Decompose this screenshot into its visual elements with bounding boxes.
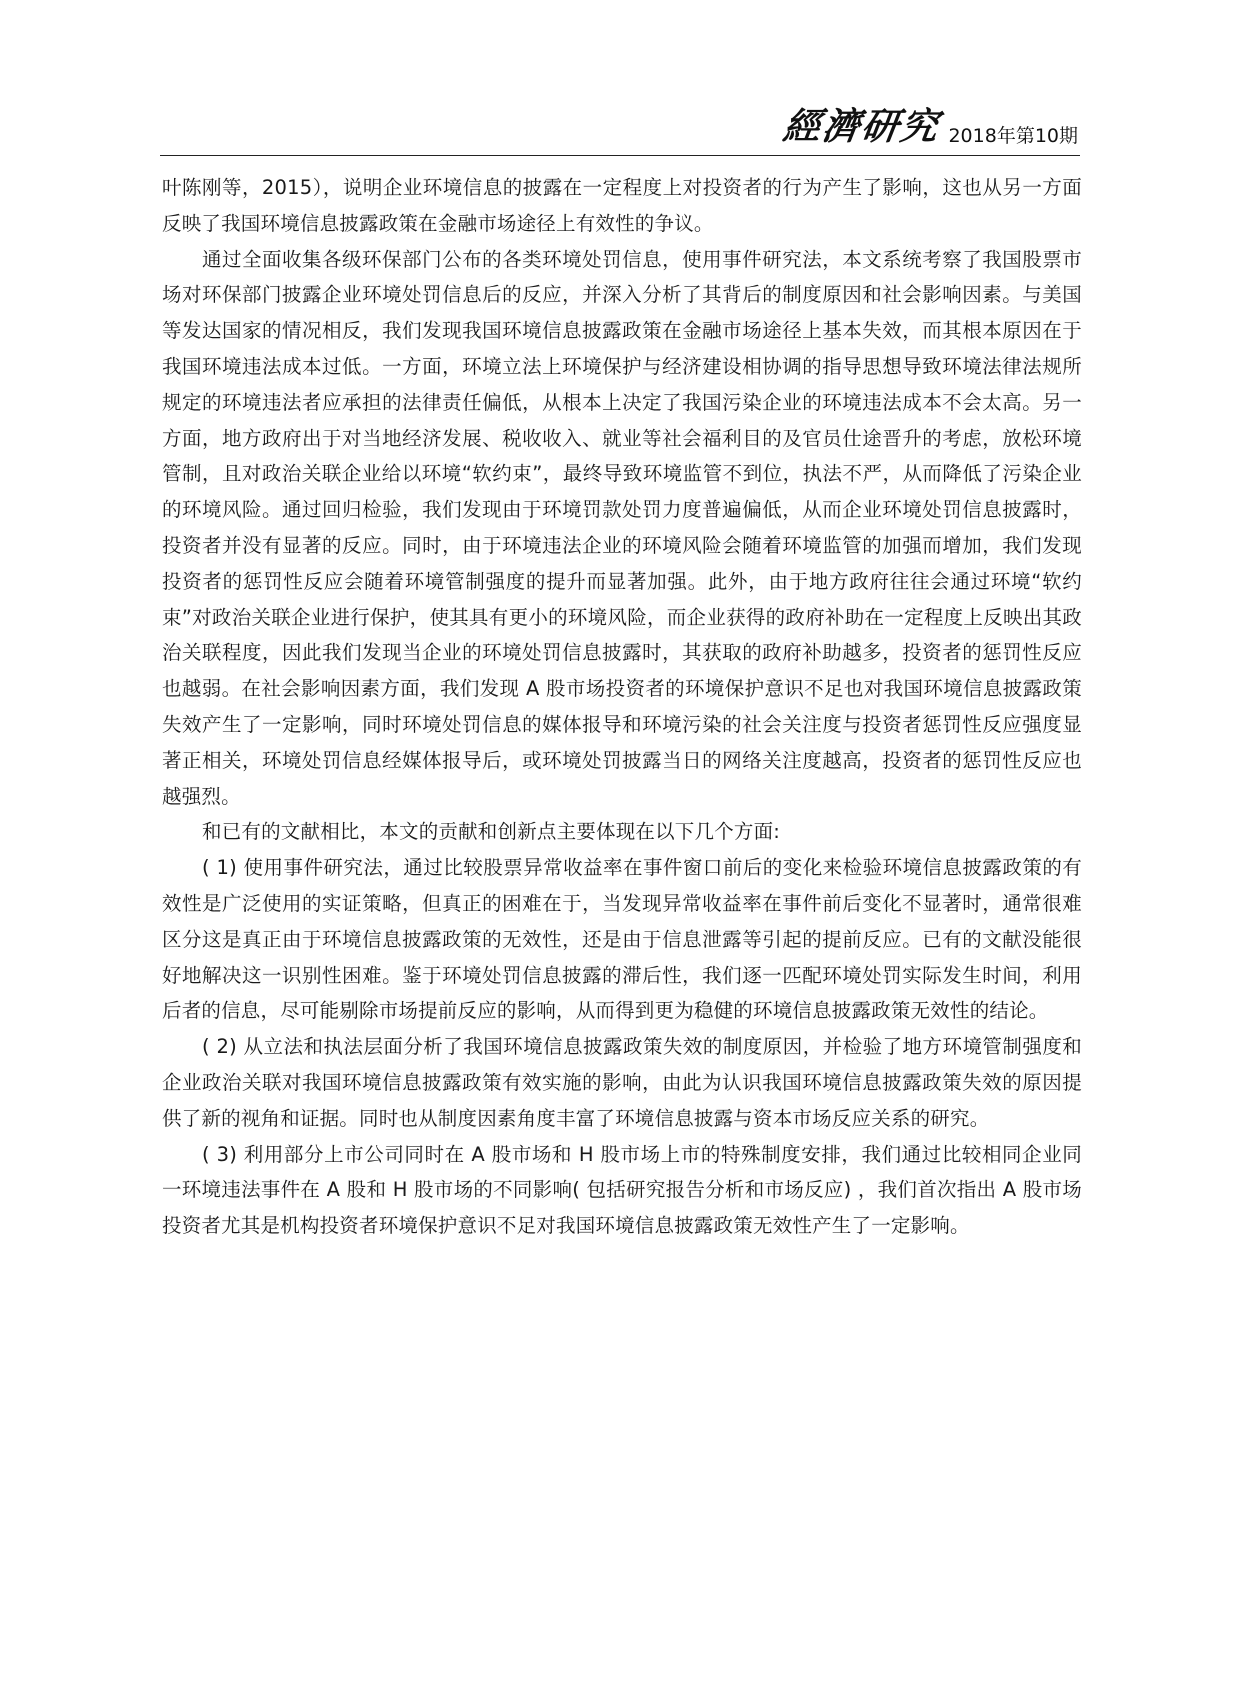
running-header — [160, 104, 1080, 154]
paragraph-contribution-3: ( 3) 利用部分上市公司同时在 A 股市场和 H 股市场上市的特殊制度安排，我们通过比较相同企业同一环境违法事件在 A 股和 H 股市场的不同影响( 包括研究报告分析和市场反应) ，我们首次指出 A 股市场投资者尤其是机构投资者环境保护意识不足对我国环境信息披露政策无效性产生了一定影响。 — [162, 1142, 1082, 1238]
paragraph-contribution-2: ( 2) 从立法和执法层面分析了我国环境信息披露政策失效的制度原因，并检验了地方环境管制强度和企业政治关联对我国环境信息披露政策有效实施的影响，由此为认识我国环境信息披露政策失效的原因提供了新的视角和证据。同时也从制度因素角度丰富了环境信息披露与资本市场反应关系的研究。 — [162, 1035, 1082, 1130]
paragraph-continuation: 叶陈刚等，2015），说明企业环境信息的披露在一定程度上对投资者的行为产生了影响，这也从另一方面反映了我国环境信息披露政策在金融市场途径上有效性的争议。 — [162, 176, 1082, 235]
issue-label: 2018年第10期 — [948, 125, 1078, 147]
paragraph-summary: 通过全面收集各级环保部门公布的各类环境处罚信息，使用事件研究法，本文系统考察了我国股票市场对环保部门披露企业环境处罚信息后的反应，并深入分析了其背后的制度原因和社会影响因素。与美国等发达国家的情况相反，我们发现我国环境信息披露政策在金融市场途径上基本失效，而其根本原因在于我国环境违法成本过低。一方面，环境立法上环境保护与经济建设相协调的指导思想导致环境法律法规所规定的环境违法者应承担的法律责任偏低，从根本上决定了我国污染企业的环境违法成本不会太高。另一方面，地方政府出于对当地经济发展、税收收入、就业等社会福利目的及官员仕途晋升的考虑，放松环境管制，且对政治关联企业给以环境“软约束”，最终导致环境监管不到位，执法不严，从而降低了污染企业的环境风险。通过回归检验，我们发现由于环境罚款处罚力度普遍偏低，从而企业环境处罚信息披露时，投资者并没有显著的反应。同时，由于环境违法企业的环境风险会随着环境监管的加强而增加，我们发现投资者的惩罚性反应会随着环境管制强度的提升而显著加强。此外，由于地方政府往往会通过环境“软约束”对政治关联企业进行保护，使其具有更小的环境风险，而企业获得的政府补助在一定程度上反映出其政治关联程度，因此我们发现当企业的环境处罚信息披露时，其获取的政府补助越多，投资者的惩罚性反应也越弱。在社会影响因素方面，我们发现 A 股市场投资者的环境保护意识不足也对我国环境信息披露政策失效产生了一定影响，同时环境处罚信息的媒体报导和环境污染的社会关注度与投资者惩罚性反应强度显著正相关，环境处罚信息经媒体报导后，或环境处罚披露当日的网络关注度越高，投资者的惩罚性反应也越强烈。 — [162, 247, 1082, 808]
journal-logo: 經濟研究 — [780, 104, 943, 148]
article-body — [162, 170, 1082, 1244]
paragraph-contribution-1: ( 1) 使用事件研究法，通过比较股票异常收益率在事件窗口前后的变化来检验环境信息披露政策的有效性是广泛使用的实证策略，但真正的困难在于，当发现异常收益率在事件前后变化不显著时，通常很难区分这是真正由于环境信息披露政策的无效性，还是由于信息泄露等引起的提前反应。已有的文献没能很好地解决这一识别性困难。鉴于环境处罚信息披露的滞后性，我们逐一匹配环境处罚实际发生时间，利用后者的信息，尽可能剔除市场提前反应的影响，从而得到更为稳健的环境信息披露政策无效性的结论。 — [162, 856, 1082, 1023]
header-rule — [160, 155, 1080, 156]
paragraph-contributions-intro: 和已有的文献相比，本文的贡献和创新点主要体现在以下几个方面: — [202, 820, 781, 844]
